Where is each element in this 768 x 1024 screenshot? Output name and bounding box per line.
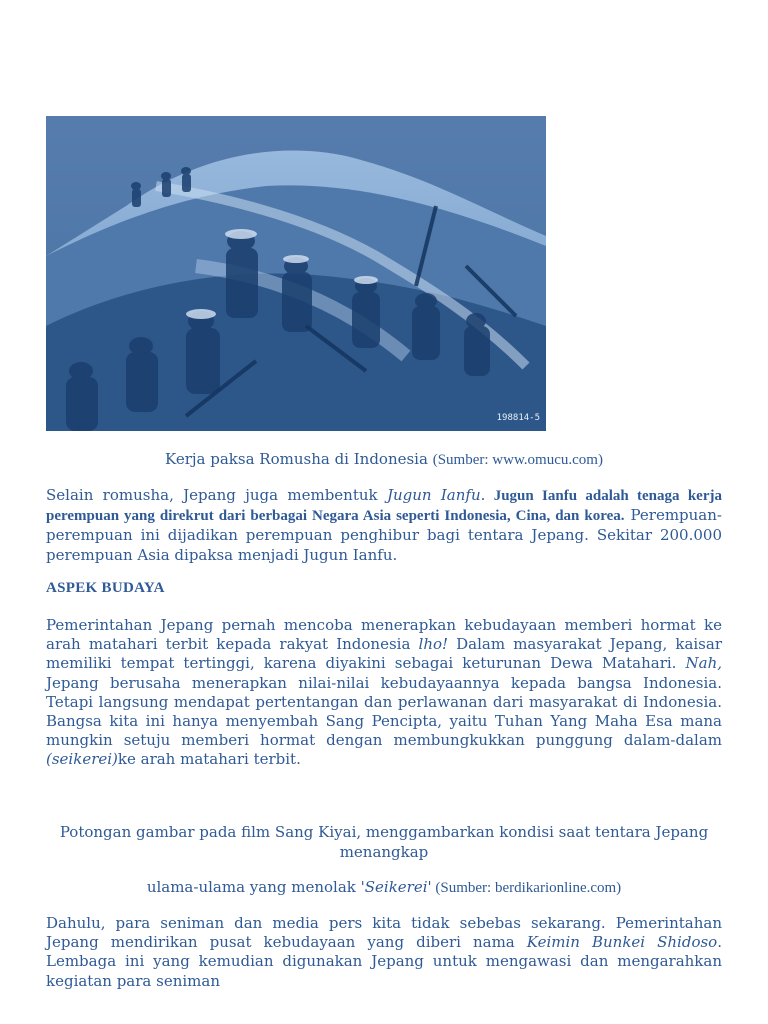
paragraph-text: Pemerintahan Jepang pernah mencoba menerapkan kebudayaan memberi hormat ke arah matahari terbit kepada rakyat Indonesia [46, 616, 722, 654]
paragraph-text: . Lembaga ini yang kemudian digunakan Jepang untuk mengawasi dan mengarahkan kegiatan para seniman [46, 933, 722, 990]
paragraph-budaya [46, 616, 722, 770]
paragraph-text: ke arah matahari terbit. [117, 750, 301, 769]
section-heading: ASPEK BUDAYA [46, 580, 165, 596]
caption-source: (Sumber: www.omucu.com) [432, 452, 603, 468]
paragraph-text: Dalam masyarakat Jepang, kaisar memiliki tempat tertinggi, karena diyakini sebagai keturunan Dewa Matahari. [46, 635, 722, 673]
paragraph-seniman [46, 914, 722, 991]
paragraph-text: Jepang berusaha menerapkan nilai-nilai kebudayaannya kepada bangsa Indonesia. Tetapi langsung mendapat pertentangan dan perlawanan dari masyarakat di Indonesia. Bangsa kita ini hanya menyembah Sang Pencipta, yaitu Tuhan Yang Maha Esa mana mungkin setuju memberi hormat dengan membungkukkan punggung dalam-dalam [46, 673, 722, 750]
italic-term: Keimin Bunkei Shidoso [526, 933, 718, 952]
caption-text: ulama-ulama yang menolak [146, 878, 361, 896]
italic-term: Nah, [685, 654, 722, 673]
romusha-photo [46, 116, 546, 431]
film-caption-continued [46, 877, 722, 898]
italic-term: Jugun Ianfu. [386, 486, 486, 504]
romusha-photo-illustration [46, 116, 546, 431]
italic-term: (seikerei) [46, 750, 118, 769]
caption-text: Kerja paksa Romusha di Indonesia [165, 450, 433, 468]
paragraph-text: Selain romusha, Jepang juga membentuk [46, 486, 387, 504]
bold-text: Jugun Ianfu adalah tenaga kerja perempuan yang direkrut dari berbagai Negara Asia seperti Indonesia, Cina, dan korea. [46, 488, 722, 525]
photo-caption [46, 449, 722, 470]
photo-stamp: 198814-5 [496, 413, 540, 423]
italic-term: lho! [418, 635, 449, 654]
paragraph-jugun-ianfu [46, 486, 722, 565]
paragraph-text: Perempuan-perempuan ini dijadikan perempuan penghibur bagi tentara Jepang. Sekitar 200.000 perempuan Asia dipaksa menjadi Jugun Ianfu. [46, 506, 722, 564]
film-caption: Potongan gambar pada film Sang Kiyai, menggambarkan kondisi saat tentara Jepang menangkap [59, 823, 709, 861]
italic-term: 'Seikerei' [360, 878, 432, 896]
paragraph-text: Dahulu, para seniman dan media pers kita tidak sebebas sekarang. Pemerintahan Jepang mendirikan pusat kebudayaan yang diberi nama [46, 914, 722, 952]
caption-source: (Sumber: berdikarionline.com) [431, 880, 622, 896]
